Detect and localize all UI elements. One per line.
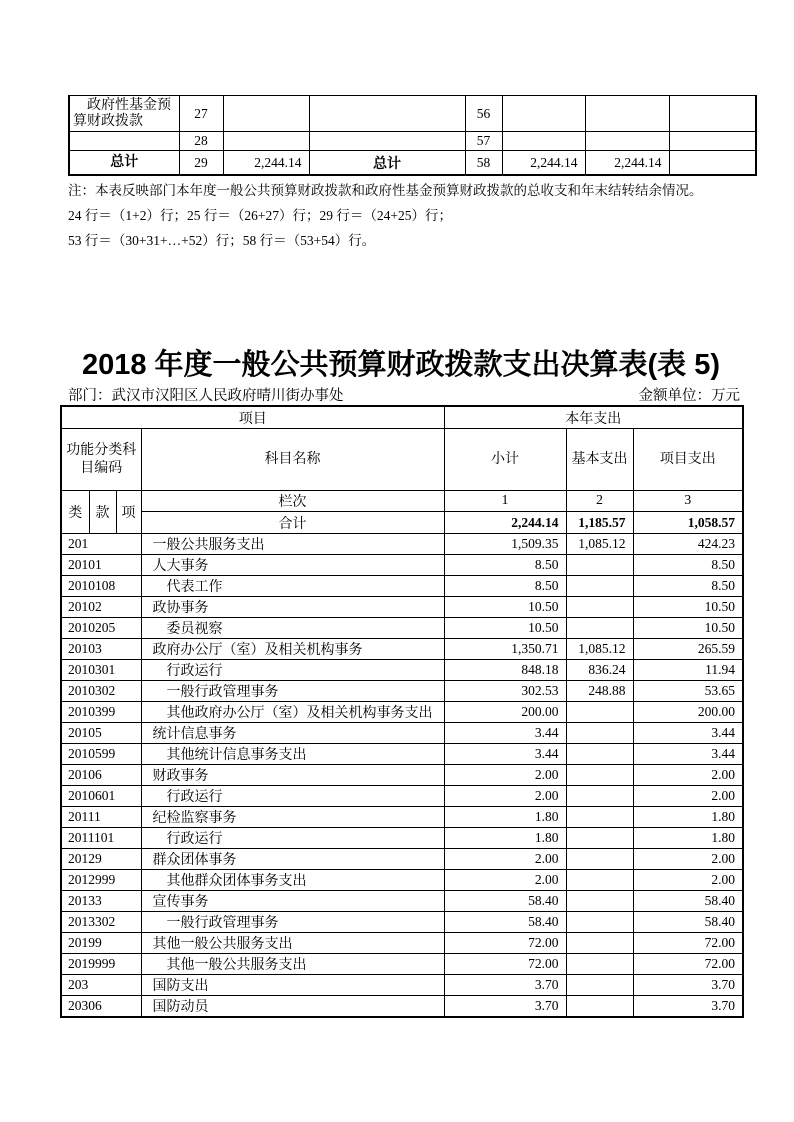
row-subtotal: 72.00 [444,954,566,975]
row-project-expense: 8.50 [633,576,743,597]
row-code: 20111 [61,807,141,828]
row-subtotal: 848.18 [444,660,566,681]
row-subject-name: 一般行政管理事务 [141,912,444,933]
amount-cell [669,96,756,132]
note-line: 53 行＝（30+31+…+52）行；58 行＝（53+54）行。 [68,233,376,248]
header-section: 款 [89,491,116,534]
expense-row [61,870,743,891]
note-line: 注：本表反映部门本年度一般公共预算财政拨款和政府性基金预算财政拨款的总收支和年末结转结余情况。 [68,183,703,198]
amount-cell [502,132,585,151]
department-label: 部门：武汉市汉阳区人民政府晴川街办事处 [68,388,344,404]
expense-row [61,849,743,870]
row-code: 20102 [61,597,141,618]
header-row-indexes [61,491,743,512]
row-subtotal: 10.50 [444,597,566,618]
expense-row [61,786,743,807]
header-subtotal: 小计 [444,429,566,491]
expense-row [61,618,743,639]
row-code: 2011101 [61,828,141,849]
row-code: 2010205 [61,618,141,639]
expense-row [61,660,743,681]
row-label: 总计 [69,151,179,176]
row-subtotal: 3.70 [444,996,566,1018]
row-subject-name: 一般行政管理事务 [141,681,444,702]
row-project-expense: 424.23 [633,534,743,555]
row-basic-expense [566,723,633,744]
amount-cell [223,96,309,132]
row-basic-expense [566,849,633,870]
row-project-expense: 53.65 [633,681,743,702]
row-project-expense: 2.00 [633,765,743,786]
row-project-expense: 200.00 [633,702,743,723]
row-project-expense: 2.00 [633,870,743,891]
carryover-row [69,151,756,176]
row-subject-name: 纪检监察事务 [141,807,444,828]
expense-row [61,912,743,933]
header-row-sections [61,406,743,429]
document-title: 2018 年度一般公共预算财政拨款支出决算表(表 5) [81,349,721,381]
amount-cell [669,132,756,151]
row-project-expense: 72.00 [633,954,743,975]
row-basic-expense [566,870,633,891]
row-code: 2019999 [61,954,141,975]
amount-cell [585,132,669,151]
row-project-expense: 2.00 [633,849,743,870]
row-project-expense: 3.70 [633,975,743,996]
expense-row [61,933,743,954]
carryover-row [69,132,756,151]
header-item: 项 [116,491,141,534]
header-project-expense: 项目支出 [633,429,743,491]
row-basic-expense: 248.88 [566,681,633,702]
row-project-expense: 3.44 [633,744,743,765]
row-subtotal: 1,350.71 [444,639,566,660]
row-basic-expense [566,555,633,576]
row-subject-name: 国防动员 [141,996,444,1018]
expense-row [61,954,743,975]
expense-row [61,555,743,576]
row-subtotal: 200.00 [444,702,566,723]
row-subtotal: 1.80 [444,807,566,828]
row-subtotal: 3.44 [444,744,566,765]
expense-row [61,639,743,660]
carryover-table [68,95,757,176]
row-basic-expense: 1,085.12 [566,534,633,555]
row-subtotal: 3.70 [444,975,566,996]
row-subject-name: 国防支出 [141,975,444,996]
row-code: 2010302 [61,681,141,702]
row-subject-name: 行政运行 [141,660,444,681]
row-code: 20101 [61,555,141,576]
row-subject-name: 其他统计信息事务支出 [141,744,444,765]
row-basic-expense [566,597,633,618]
row-subtotal: 8.50 [444,576,566,597]
row-label [309,96,465,132]
row-project-expense: 1.80 [633,807,743,828]
row-subject-name: 群众团体事务 [141,849,444,870]
row-project-expense: 1.80 [633,828,743,849]
row-subtotal: 8.50 [444,555,566,576]
unit-label: 金额单位：万元 [638,388,740,404]
amount-cell: 2,244.14 [223,151,309,176]
row-basic-expense [566,828,633,849]
expense-row [61,765,743,786]
row-subject-name: 行政运行 [141,828,444,849]
row-basic-expense [566,954,633,975]
row-subject-name: 人大事务 [141,555,444,576]
row-code: 20199 [61,933,141,954]
line-number: 57 [465,132,502,151]
header-subject-name: 科目名称 [141,429,444,491]
grand-total-project: 1,058.57 [633,512,743,534]
row-project-expense: 3.44 [633,723,743,744]
row-basic-expense [566,891,633,912]
row-subject-name: 代表工作 [141,576,444,597]
table-notes [68,178,748,253]
row-subtotal: 2.00 [444,849,566,870]
row-basic-expense: 836.24 [566,660,633,681]
row-subject-name: 统计信息事务 [141,723,444,744]
grand-total-label: 合计 [141,512,444,534]
row-code: 20106 [61,765,141,786]
row-subtotal: 302.53 [444,681,566,702]
row-subtotal: 2.00 [444,765,566,786]
row-basic-expense [566,933,633,954]
expense-row [61,975,743,996]
row-subtotal: 72.00 [444,933,566,954]
column-index-3: 3 [633,491,743,512]
row-label [309,132,465,151]
expense-row [61,891,743,912]
amount-cell [223,132,309,151]
row-code: 2010599 [61,744,141,765]
row-label: 总计 [309,151,465,176]
row-subject-name: 政府办公厅（室）及相关机构事务 [141,639,444,660]
row-basic-expense [566,996,633,1018]
expense-row [61,996,743,1018]
row-basic-expense [566,912,633,933]
expense-row [61,597,743,618]
row-project-expense: 72.00 [633,933,743,954]
expense-row [61,744,743,765]
row-subject-name: 财政事务 [141,765,444,786]
line-number: 56 [465,96,502,132]
row-subtotal: 2.00 [444,786,566,807]
row-subject-name: 委员视察 [141,618,444,639]
row-label: 政府性基金预算财政拨款 [69,96,179,132]
row-subject-name: 其他群众团体事务支出 [141,870,444,891]
row-code: 20103 [61,639,141,660]
row-code: 203 [61,975,141,996]
amount-cell [585,96,669,132]
header-class: 类 [61,491,89,534]
expense-row [61,534,743,555]
row-code: 2010601 [61,786,141,807]
header-project: 项目 [61,406,444,429]
row-basic-expense [566,807,633,828]
row-subtotal: 10.50 [444,618,566,639]
expense-table [60,405,744,1018]
row-basic-expense [566,618,633,639]
row-code: 20133 [61,891,141,912]
expense-row [61,807,743,828]
amount-cell [502,96,585,132]
header-column-row-label: 栏次 [141,491,444,512]
row-project-expense: 8.50 [633,555,743,576]
row-project-expense: 3.70 [633,996,743,1018]
line-number: 28 [179,132,223,151]
row-project-expense: 10.50 [633,618,743,639]
row-subtotal: 58.40 [444,891,566,912]
row-subject-name: 行政运行 [141,786,444,807]
expense-row [61,702,743,723]
note-line: 24 行＝（1+2）行；25 行＝（26+27）行；29 行＝（24+25）行； [68,208,452,223]
row-subject-name: 其他一般公共服务支出 [141,954,444,975]
row-basic-expense [566,975,633,996]
line-number: 27 [179,96,223,132]
row-label [69,132,179,151]
row-subject-name: 宣传事务 [141,891,444,912]
row-project-expense: 2.00 [633,786,743,807]
expense-row [61,576,743,597]
row-project-expense: 58.40 [633,912,743,933]
row-subject-name: 政协事务 [141,597,444,618]
row-code: 2013302 [61,912,141,933]
row-project-expense: 265.59 [633,639,743,660]
row-code: 2010108 [61,576,141,597]
row-subtotal: 3.44 [444,723,566,744]
header-function-code: 功能分类科目编码 [61,429,141,491]
row-code: 201 [61,534,141,555]
row-project-expense: 10.50 [633,597,743,618]
row-code: 20129 [61,849,141,870]
row-code: 2010399 [61,702,141,723]
carryover-row [69,96,756,132]
header-current-year-expense: 本年支出 [444,406,743,429]
expense-row [61,723,743,744]
row-subject-name: 一般公共服务支出 [141,534,444,555]
amount-cell: 2,244.14 [502,151,585,176]
row-project-expense: 11.94 [633,660,743,681]
row-subject-name: 其他一般公共服务支出 [141,933,444,954]
line-number: 58 [465,151,502,176]
expense-row [61,681,743,702]
row-basic-expense [566,744,633,765]
row-code: 20306 [61,996,141,1018]
amount-cell [669,151,756,176]
line-number: 29 [179,151,223,176]
row-project-expense: 58.40 [633,891,743,912]
column-index-1: 1 [444,491,566,512]
meta-row [60,384,742,405]
column-index-2: 2 [566,491,633,512]
grand-total-row [61,512,743,534]
row-basic-expense: 1,085.12 [566,639,633,660]
row-basic-expense [566,702,633,723]
row-code: 2012999 [61,870,141,891]
row-basic-expense [566,576,633,597]
row-subtotal: 1.80 [444,828,566,849]
row-basic-expense [566,786,633,807]
row-subtotal: 58.40 [444,912,566,933]
row-subtotal: 2.00 [444,870,566,891]
row-code: 2010301 [61,660,141,681]
row-code: 20105 [61,723,141,744]
row-basic-expense [566,765,633,786]
row-subject-name: 其他政府办公厅（室）及相关机构事务支出 [141,702,444,723]
grand-total-subtotal: 2,244.14 [444,512,566,534]
expense-row [61,828,743,849]
grand-total-basic: 1,185.57 [566,512,633,534]
row-subtotal: 1,509.35 [444,534,566,555]
header-basic-expense: 基本支出 [566,429,633,491]
amount-cell: 2,244.14 [585,151,669,176]
header-row-columns [61,429,743,491]
